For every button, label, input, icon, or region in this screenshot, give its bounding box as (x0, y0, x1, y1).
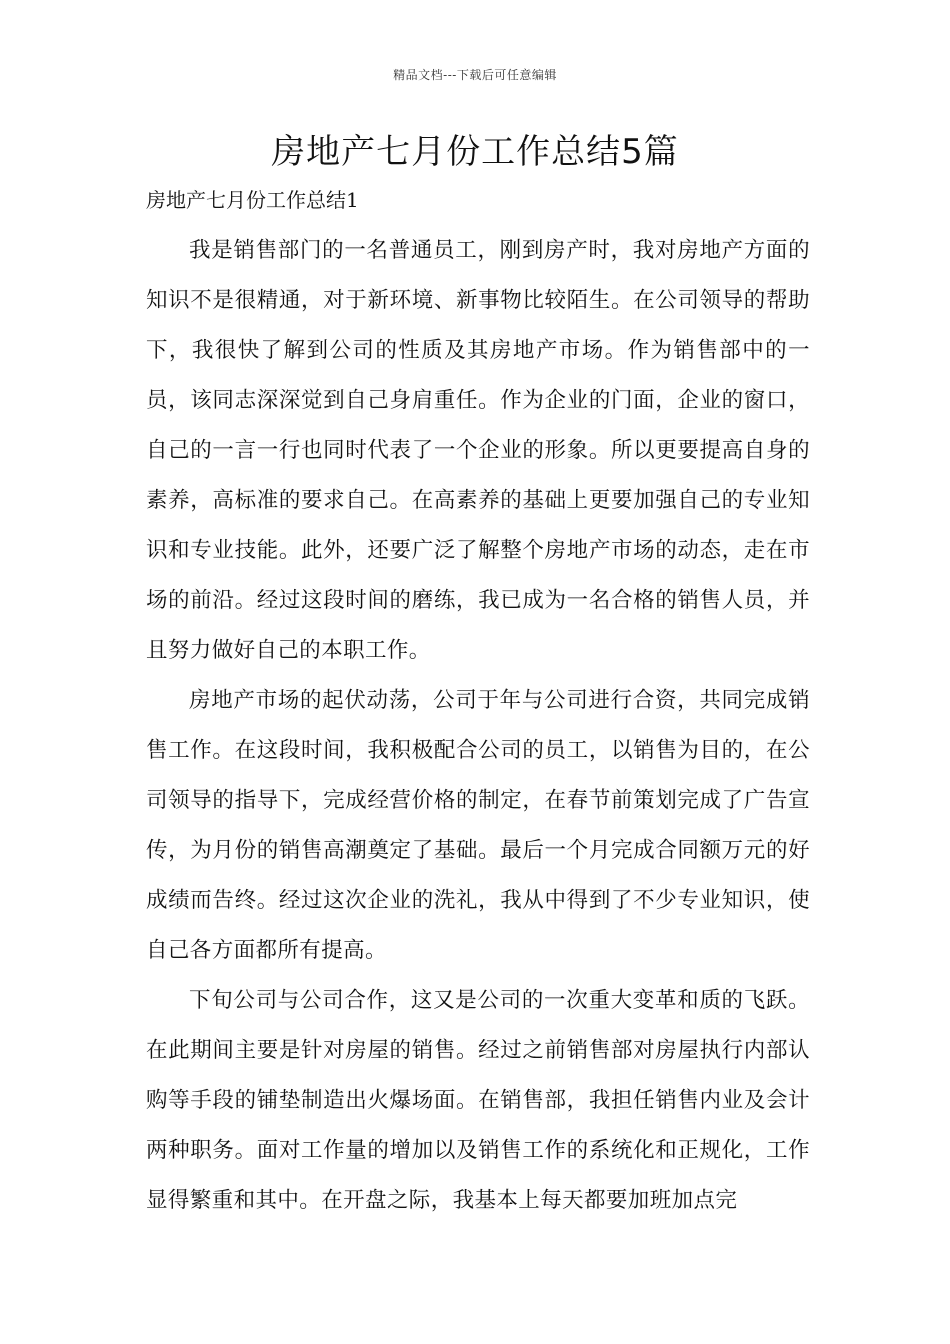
document-body (146, 226, 810, 1226)
paragraph: 下旬公司与公司合作，这又是公司的一次重大变革和质的飞跃。在此期间主要是针对房屋的销售。经过之前销售部对房屋执行内部认购等手段的铺垫制造出火爆场面。在销售部，我担任销售内业及会计两种职务。面对工作量的增加以及销售工作的系统化和正规化，工作显得繁重和其中。在开盘之际，我基本上每天都要加班加点完 (146, 988, 810, 1213)
document-title: 房地产七月份工作总结5篇 (271, 132, 679, 172)
document-header-note: 精品文档---下载后可任意编辑 (393, 68, 557, 82)
paragraph: 房地产市场的起伏动荡，公司于年与公司进行合资，共同完成销售工作。在这段时间，我积极配合公司的员工，以销售为目的，在公司领导的指导下，完成经营价格的制定，在春节前策划完成了广告宣传，为月份的销售高潮奠定了基础。最后一个月完成合同额万元的好成绩而告终。经过这次企业的洗礼，我从中得到了不少专业知识，使自己各方面都所有提高。 (146, 688, 810, 963)
section-heading: 房地产七月份工作总结1 (146, 188, 359, 212)
paragraph: 我是销售部门的一名普通员工，刚到房产时，我对房地产方面的知识不是很精通，对于新环境、新事物比较陌生。在公司领导的帮助下，我很快了解到公司的性质及其房地产市场。作为销售部中的一员，该同志深深觉到自己身肩重任。作为企业的门面，企业的窗口，自己的一言一行也同时代表了一个企业的形象。所以更要提高自身的素养，高标准的要求自己。在高素养的基础上更要加强自己的专业知识和专业技能。此外，还要广泛了解整个房地产市场的动态，走在市场的前沿。经过这段时间的磨练，我已成为一名合格的销售人员，并且努力做好自己的本职工作。 (146, 238, 810, 663)
